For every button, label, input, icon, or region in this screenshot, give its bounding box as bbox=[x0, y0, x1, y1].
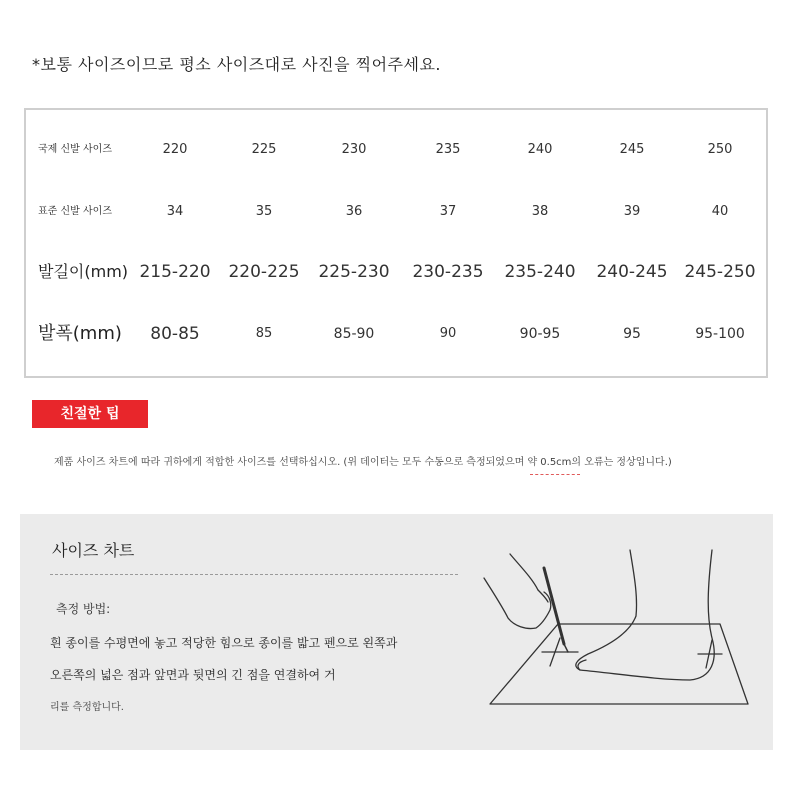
row-label: 국제 신발 사이즈 bbox=[38, 144, 112, 155]
table-cell: 245 bbox=[619, 142, 645, 157]
table-cell: 225-230 bbox=[318, 262, 390, 282]
table-cell: 34 bbox=[166, 204, 184, 219]
table-cell: 230 bbox=[341, 142, 367, 157]
divider bbox=[530, 474, 580, 475]
foot-measure-illustration bbox=[480, 534, 760, 744]
table-cell: 220 bbox=[162, 142, 188, 157]
table-row bbox=[26, 252, 766, 292]
paper-sheet bbox=[490, 624, 748, 704]
table-cell: 85-90 bbox=[333, 326, 375, 342]
table-cell: 95-100 bbox=[695, 326, 745, 342]
instruction-line: 흰 종이를 수평면에 놓고 적당한 힘으로 종이를 밟고 펜으로 왼쪽과 bbox=[50, 636, 398, 650]
table-cell: 250 bbox=[707, 142, 733, 157]
table-cell: 220-225 bbox=[228, 262, 300, 282]
row-label: 표준 신발 사이즈 bbox=[38, 206, 112, 217]
table-cell: 225 bbox=[251, 142, 277, 157]
table-cell: 235-240 bbox=[504, 262, 576, 282]
row-label: 발폭(mm) bbox=[38, 323, 122, 344]
table-row bbox=[26, 192, 766, 232]
table-cell: 80-85 bbox=[150, 324, 200, 344]
table-cell: 245-250 bbox=[684, 262, 756, 282]
table-row bbox=[26, 314, 766, 354]
pen bbox=[544, 568, 564, 644]
table-cell: 90-95 bbox=[519, 326, 561, 342]
divider bbox=[50, 574, 458, 575]
size-table bbox=[24, 108, 768, 378]
tip-badge: 친절한 팁 bbox=[32, 400, 148, 428]
table-cell: 240 bbox=[527, 142, 553, 157]
table-cell: 37 bbox=[439, 204, 457, 219]
method-label: 측정 방법: bbox=[56, 602, 111, 616]
table-cell: 39 bbox=[623, 204, 641, 219]
foot-outline bbox=[576, 550, 714, 680]
table-cell: 240-245 bbox=[596, 262, 668, 282]
table-cell: 35 bbox=[255, 204, 273, 219]
row-label: 발길이(mm) bbox=[38, 262, 129, 281]
instruction-line: 리를 측정합니다. bbox=[50, 702, 124, 713]
measure-guide-panel bbox=[20, 514, 773, 750]
table-cell: 40 bbox=[711, 204, 729, 219]
table-cell: 215-220 bbox=[139, 262, 211, 282]
hand-outline bbox=[484, 578, 551, 629]
table-cell: 230-235 bbox=[412, 262, 484, 282]
table-cell: 85 bbox=[255, 326, 273, 341]
panel-title: 사이즈 차트 bbox=[52, 541, 135, 560]
table-cell: 36 bbox=[345, 204, 363, 219]
table-cell: 235 bbox=[435, 142, 461, 157]
table-cell: 90 bbox=[439, 326, 457, 341]
table-row bbox=[26, 130, 766, 170]
notice-text: *보통 사이즈이므로 평소 사이즈대로 사진을 찍어주세요. bbox=[32, 55, 442, 74]
table-cell: 38 bbox=[531, 204, 549, 219]
table-cell: 95 bbox=[623, 326, 641, 342]
disclaimer-text: 제품 사이즈 차트에 따라 귀하에게 적합한 사이즈를 선택하십시오. (위 데이터는 모두 수동으로 측정되었으며 약 0.5cm의 오류는 정상입니다.) bbox=[54, 457, 672, 468]
instruction-line: 오른쪽의 넓은 점과 앞면과 뒷면의 긴 점을 연결하여 거 bbox=[50, 668, 336, 682]
